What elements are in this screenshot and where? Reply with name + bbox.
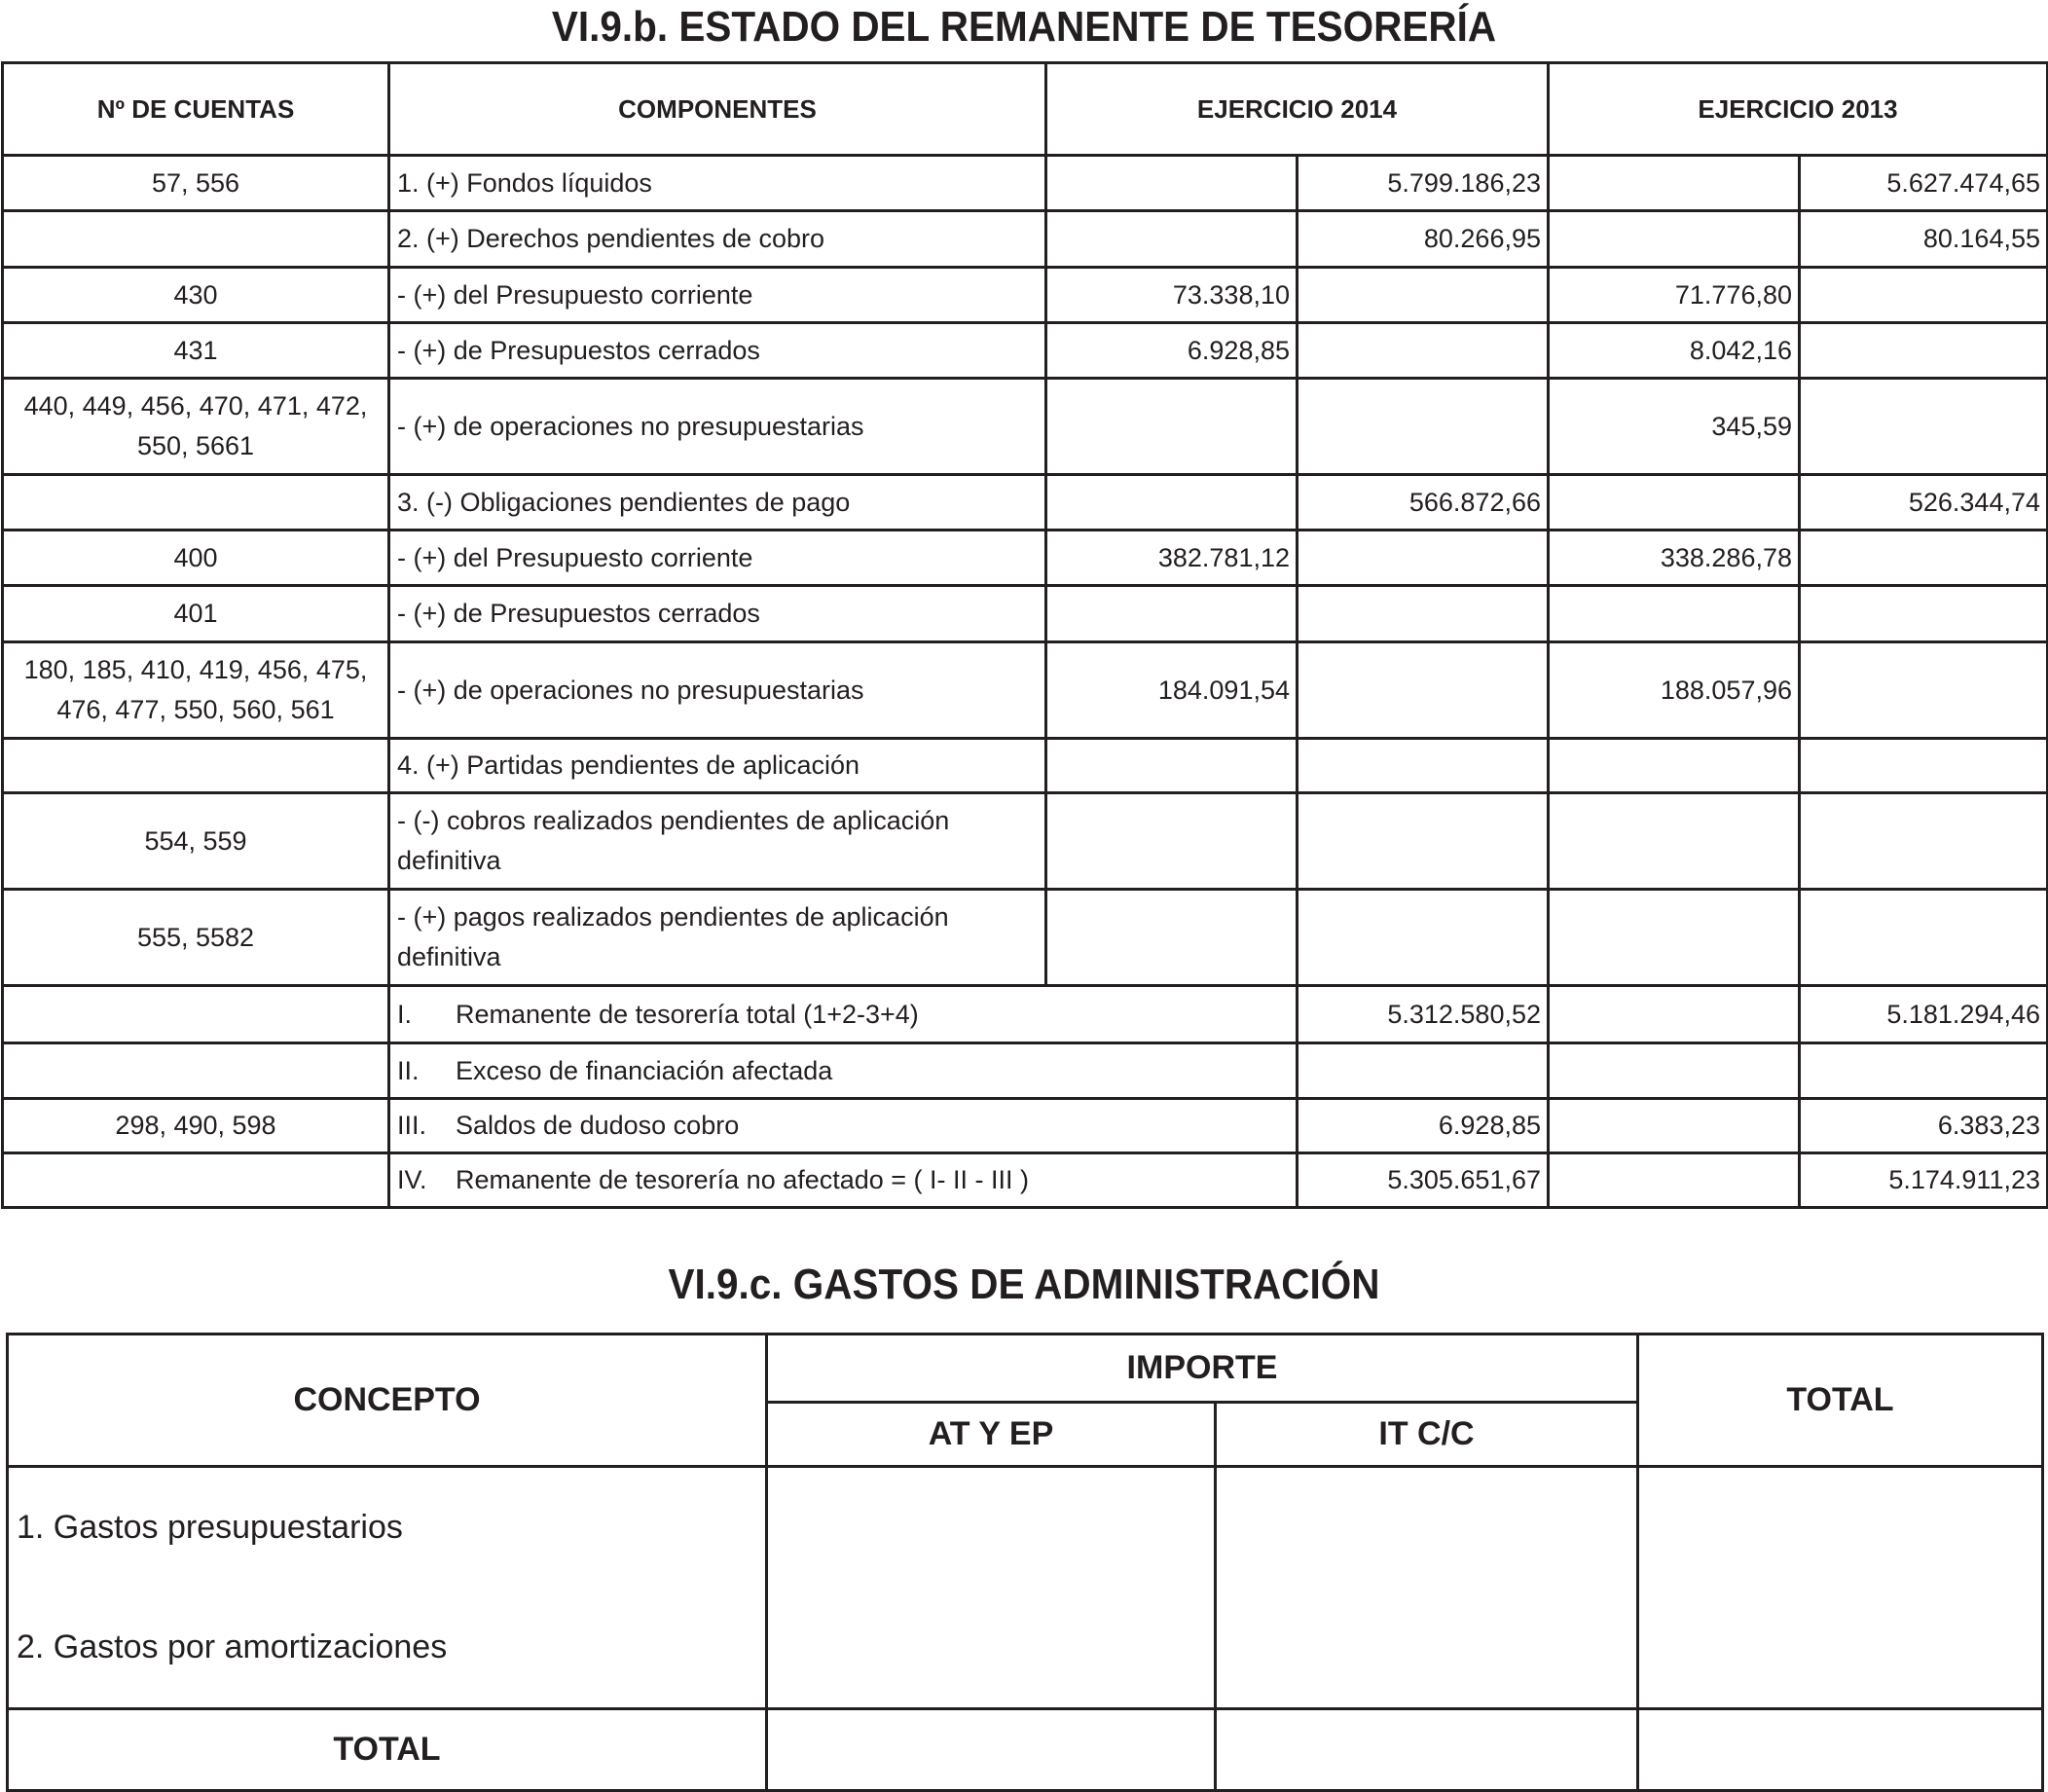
partial-2013-cell [1549, 475, 1800, 530]
gasto-total-cell [1638, 1467, 2043, 1588]
cuentas-cell: 57, 556 [3, 156, 389, 211]
partial-2014-cell [1046, 379, 1298, 475]
gasto-total-cell [1638, 1587, 2043, 1708]
partial-2013-cell: 338.286,78 [1549, 530, 1800, 586]
remanente-row [3, 793, 2048, 890]
componente-cell: 3. (-) Obligaciones pendientes de pago [389, 475, 1046, 530]
cuentas-cell [3, 1043, 389, 1099]
total-2014-cell: 5.312.580,52 [1298, 986, 1549, 1043]
header-importe: IMPORTE [767, 1335, 1638, 1403]
partial-2013-cell: 8.042,16 [1549, 323, 1800, 379]
cuentas-cell: 298, 490, 598 [3, 1099, 389, 1153]
componente-cell: 2. (+) Derechos pendientes de cobro [389, 211, 1046, 268]
total-2013-cell [1800, 586, 2048, 642]
componente-cell: - (+) pagos realizados pendientes de aplicación definitiva [389, 890, 1046, 986]
gastos-total-label: TOTAL [8, 1708, 767, 1790]
total-2014-cell [1298, 586, 1549, 642]
total-2013-cell: 5.627.474,65 [1800, 156, 2048, 211]
total-2013-cell [1800, 379, 2048, 475]
total-2014-cell [1298, 323, 1549, 379]
header-ejercicio-2013: EJERCICIO 2013 [1549, 63, 2048, 156]
remanente-header-row [3, 63, 2048, 156]
total-2014-cell: 6.928,85 [1298, 1099, 1549, 1153]
total-2014-cell: 5.799.186,23 [1298, 156, 1549, 211]
cuentas-cell: 555, 5582 [3, 890, 389, 986]
partial-2013-cell [1549, 586, 1800, 642]
cuentas-cell: 401 [3, 586, 389, 642]
total-2013-cell: 6.383,23 [1800, 1099, 2048, 1153]
partial-2014-cell [1046, 211, 1298, 268]
gastos-table [6, 1333, 2044, 1792]
partial-2014-cell [1046, 739, 1298, 793]
partial-2013-cell [1549, 211, 1800, 268]
componente-cell: - (-) cobros realizados pendientes de aplicación definitiva [389, 793, 1046, 890]
header-total: TOTAL [1638, 1335, 2043, 1467]
total-2013-cell [1800, 530, 2048, 586]
cuentas-cell [3, 1153, 389, 1208]
cuentas-cell [3, 211, 389, 268]
roman-numeral: III. [397, 1111, 427, 1140]
partial-2013-cell [1549, 1043, 1800, 1099]
componente-cell: - (+) de operaciones no presupuestarias [389, 642, 1046, 739]
total-2014-cell [1298, 1043, 1549, 1099]
remanente-row [3, 530, 2048, 586]
partial-2013-cell: 345,59 [1549, 379, 1800, 475]
partial-2014-cell: 73.338,10 [1046, 268, 1298, 323]
gastos-total-at-ep [767, 1708, 1216, 1790]
total-2013-cell [1800, 739, 2048, 793]
total-2014-cell [1298, 530, 1549, 586]
remanente-row [3, 475, 2048, 530]
remanente-row [3, 268, 2048, 323]
roman-numeral: II. [397, 1055, 420, 1085]
total-2014-cell: 566.872,66 [1298, 475, 1549, 530]
cuentas-cell: 431 [3, 323, 389, 379]
componente-cell: - (+) de Presupuestos cerrados [389, 323, 1046, 379]
cuentas-cell: 180, 185, 410, 419, 456, 475, 476, 477, 550, 560, 561 [3, 642, 389, 739]
total-2013-cell [1800, 793, 2048, 890]
gasto-at-ep-cell [767, 1467, 1216, 1588]
summary-label: Remanente de tesorería total (1+2-3+4) [456, 999, 919, 1029]
componente-cell: 1. (+) Fondos líquidos [389, 156, 1046, 211]
partial-2013-cell: 188.057,96 [1549, 642, 1800, 739]
gasto-it-cc-cell [1216, 1467, 1638, 1588]
gastos-total-it-cc [1216, 1708, 1638, 1790]
summary-label: Exceso de financiación afectada [456, 1055, 833, 1085]
total-2014-cell: 80.266,95 [1298, 211, 1549, 268]
total-2014-cell [1298, 890, 1549, 986]
remanente-row [3, 156, 2048, 211]
roman-numeral: I. [397, 999, 413, 1029]
header-concepto: CONCEPTO [8, 1335, 767, 1467]
total-2013-cell: 5.181.294,46 [1800, 986, 2048, 1043]
partial-2014-cell: 6.928,85 [1046, 323, 1298, 379]
cuentas-cell: 554, 559 [3, 793, 389, 890]
remanente-row [3, 323, 2048, 379]
total-2014-cell [1298, 268, 1549, 323]
total-2013-cell [1800, 1043, 2048, 1099]
partial-2013-cell [1549, 986, 1800, 1043]
partial-2014-cell [1046, 475, 1298, 530]
total-2013-cell: 5.174.911,23 [1800, 1153, 2048, 1208]
remanente-table [1, 61, 2048, 1209]
total-2013-cell [1800, 890, 2048, 986]
remanente-title: VI.9.b. ESTADO DEL REMANENTE DE TESORERÍA [551, 3, 1497, 51]
componente-cell: - (+) del Presupuesto corriente [389, 268, 1046, 323]
partial-2013-cell [1549, 890, 1800, 986]
header-ejercicio-2014: EJERCICIO 2014 [1046, 63, 1549, 156]
remanente-row [3, 890, 2048, 986]
total-2013-cell [1800, 268, 2048, 323]
remanente-row [3, 739, 2048, 793]
cuentas-cell: 400 [3, 530, 389, 586]
partial-2013-cell [1549, 1153, 1800, 1208]
header-at-ep: AT Y EP [767, 1403, 1216, 1467]
remanente-summary-row [3, 986, 2048, 1043]
total-2013-cell [1800, 642, 2048, 739]
total-2014-cell [1298, 642, 1549, 739]
partial-2014-cell: 382.781,12 [1046, 530, 1298, 586]
total-2013-cell: 80.164,55 [1800, 211, 2048, 268]
cuentas-cell [3, 475, 389, 530]
cuentas-cell [3, 986, 389, 1043]
header-cuentas: Nº DE CUENTAS [3, 63, 389, 156]
partial-2013-cell [1549, 739, 1800, 793]
gasto-item: 2. Gastos por amortizaciones [8, 1587, 767, 1708]
partial-2014-cell [1046, 586, 1298, 642]
header-componentes: COMPONENTES [389, 63, 1046, 156]
partial-2013-cell [1549, 156, 1800, 211]
componente-cell: - (+) de operaciones no presupuestarias [389, 379, 1046, 475]
remanente-summary-row [3, 1043, 2048, 1099]
remanente-summary-row [3, 1099, 2048, 1153]
partial-2014-cell [1046, 890, 1298, 986]
summary-label-cell [389, 1099, 1298, 1153]
componente-cell: 4. (+) Partidas pendientes de aplicación [389, 739, 1046, 793]
total-2014-cell: 5.305.651,67 [1298, 1153, 1549, 1208]
partial-2014-cell [1046, 156, 1298, 211]
partial-2014-cell: 184.091,54 [1046, 642, 1298, 739]
remanente-row [3, 586, 2048, 642]
gasto-item: 1. Gastos presupuestarios [8, 1467, 767, 1588]
gasto-at-ep-cell [767, 1587, 1216, 1708]
gastos-total-total [1638, 1708, 2043, 1790]
gasto-it-cc-cell [1216, 1587, 1638, 1708]
gastos-title: VI.9.c. GASTOS DE ADMINISTRACIÓN [668, 1261, 1380, 1308]
summary-label: Remanente de tesorería no afectado = ( I- II - III ) [456, 1165, 1030, 1194]
componente-cell: - (+) de Presupuestos cerrados [389, 586, 1046, 642]
remanente-row [3, 211, 2048, 268]
cuentas-cell: 430 [3, 268, 389, 323]
summary-label-cell [389, 1043, 1298, 1099]
total-2013-cell [1800, 323, 2048, 379]
total-2014-cell [1298, 739, 1549, 793]
partial-2014-cell [1046, 793, 1298, 890]
total-2014-cell [1298, 379, 1549, 475]
remanente-row [3, 379, 2048, 475]
summary-label-cell [389, 1153, 1298, 1208]
summary-label-cell [389, 986, 1298, 1043]
summary-label: Saldos de dudoso cobro [456, 1111, 740, 1140]
cuentas-cell: 440, 449, 456, 470, 471, 472, 550, 5661 [3, 379, 389, 475]
header-it-cc: IT C/C [1216, 1403, 1638, 1467]
partial-2013-cell [1549, 793, 1800, 890]
partial-2013-cell [1549, 1099, 1800, 1153]
remanente-summary-row [3, 1153, 2048, 1208]
total-2014-cell [1298, 793, 1549, 890]
componente-cell: - (+) del Presupuesto corriente [389, 530, 1046, 586]
partial-2013-cell: 71.776,80 [1549, 268, 1800, 323]
cuentas-cell [3, 739, 389, 793]
remanente-row [3, 642, 2048, 739]
roman-numeral: IV. [397, 1165, 427, 1194]
total-2013-cell: 526.344,74 [1800, 475, 2048, 530]
